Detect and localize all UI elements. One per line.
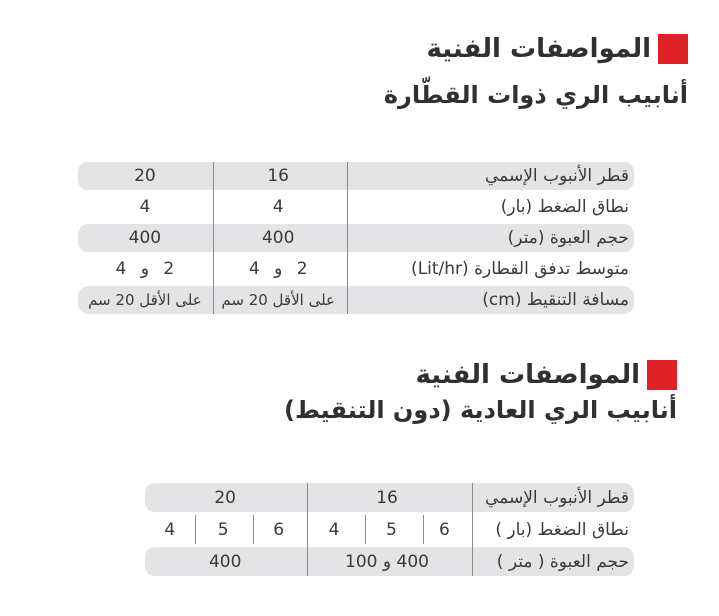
column-divider	[213, 162, 214, 314]
section-plain-pipes	[284, 360, 677, 426]
table-row	[78, 255, 634, 283]
section-drip-pipes	[384, 34, 688, 111]
subcolumn-divider	[365, 515, 366, 544]
value-cell: 6	[439, 519, 450, 540]
section-title-row	[384, 34, 688, 64]
table-row	[78, 286, 634, 314]
row-label: حجم العبوة (متر)	[507, 228, 629, 248]
value-cell: على الأقل 20 سم	[88, 291, 202, 309]
row-label: مسافة التنقيط (cm)	[482, 290, 629, 310]
table-row	[145, 515, 634, 544]
column-divider	[347, 162, 348, 314]
row-label: متوسط تدفق القطارة (Lit/hr)	[411, 259, 629, 279]
section-subtitle: أنابيب الري ذوات القطّارة	[383, 81, 688, 109]
value-cell: 20	[214, 487, 236, 508]
value-cell: 2 و 4	[248, 259, 308, 279]
row-label: نطاق الضغط (بار )	[495, 519, 629, 540]
table-row	[78, 162, 634, 190]
value-cell: 4	[272, 197, 284, 217]
row-label: قطر الأنبوب الإسمي	[485, 166, 629, 186]
section-title: المواصفات الفنية	[426, 34, 651, 64]
section-subtitle: أنابيب الري العادية (دون التنقيط)	[284, 396, 677, 424]
value-cell: 400	[261, 228, 295, 248]
column-divider	[472, 483, 473, 576]
drip-pipes-spec-table	[78, 162, 634, 314]
column-divider	[307, 483, 308, 576]
table-row	[78, 193, 634, 221]
value-cell: 4	[164, 519, 176, 540]
value-cell: على الأقل 20 سم	[221, 291, 335, 309]
value-cell: 2 و 4	[115, 259, 175, 279]
section-title: المواصفات الفنية	[415, 360, 640, 390]
value-cell: 5	[217, 519, 229, 540]
value-cell: 20	[134, 166, 156, 186]
value-cell: 4	[139, 197, 151, 217]
value-cell: 16	[267, 166, 289, 186]
value-cell: 400	[128, 228, 162, 248]
plain-pipes-spec-table	[145, 483, 634, 576]
table-row	[78, 224, 634, 252]
value-cell: 16	[376, 487, 398, 508]
subcolumn-divider	[195, 515, 196, 544]
value-cell: 400	[208, 551, 242, 572]
subcolumn-divider	[423, 515, 424, 544]
subcolumn-divider	[253, 515, 254, 544]
table-row	[145, 483, 634, 512]
red-square-bullet-icon	[658, 34, 688, 64]
row-label: قطر الأنبوب الإسمي	[485, 487, 629, 508]
value-cell: 6	[273, 519, 285, 540]
value-cell: 5	[386, 519, 397, 540]
value-cell: 4	[328, 519, 340, 540]
row-label: حجم العبوة ( متر )	[496, 551, 629, 572]
value-cell: 400 و 100	[345, 551, 429, 572]
table-row	[145, 547, 634, 576]
row-label: نطاق الضغط (بار)	[500, 197, 629, 217]
red-square-bullet-icon	[647, 360, 677, 390]
section-title-row	[284, 360, 677, 390]
